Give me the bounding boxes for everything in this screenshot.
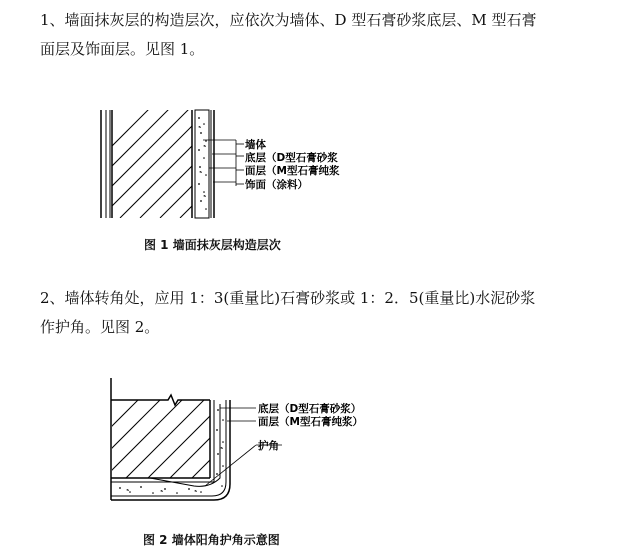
figure-1-caption: 图 1 墙面抹灰层构造层次 [144,238,281,252]
figure-2-drawing [60,378,282,500]
fig2-label-base-layer: 底层（D型石膏砂浆） [258,403,362,415]
fig1-label-finish-layer: 饰面（涂料） [245,179,308,191]
paragraph-2-line-1: 2、墙体转角处，应用 1：3(重量比)石膏砂浆或 1：2．5(重量比)水泥砂浆 [40,289,536,307]
plaster-speckle-2 [119,409,224,494]
fig1-label-base-layer: 底层（D型石膏砂浆 [245,152,338,164]
wall-hatch-2 [60,388,282,478]
fig2-label-corner-guard: 护角 [258,440,279,452]
fig1-label-wall: 墙体 [245,139,266,151]
fig1-label-surface-layer: 面层（M型石膏纯浆 [245,165,340,177]
paragraph-2 [40,284,600,342]
paragraph-2-line-2: 作护角。见图 2。 [40,318,160,336]
figure-2-caption: 图 2 墙体阳角护角示意图 [143,533,280,547]
paragraph-1-line-1: 1、墙面抹灰层的构造层次，应依次为墙体、D 型石膏砂浆底层、M 型石膏 [40,11,537,29]
fig2-label-surface-layer: 面层（M型石膏纯浆） [258,416,363,428]
paragraph-1-line-2: 面层及饰面层。见图 1。 [40,40,205,58]
